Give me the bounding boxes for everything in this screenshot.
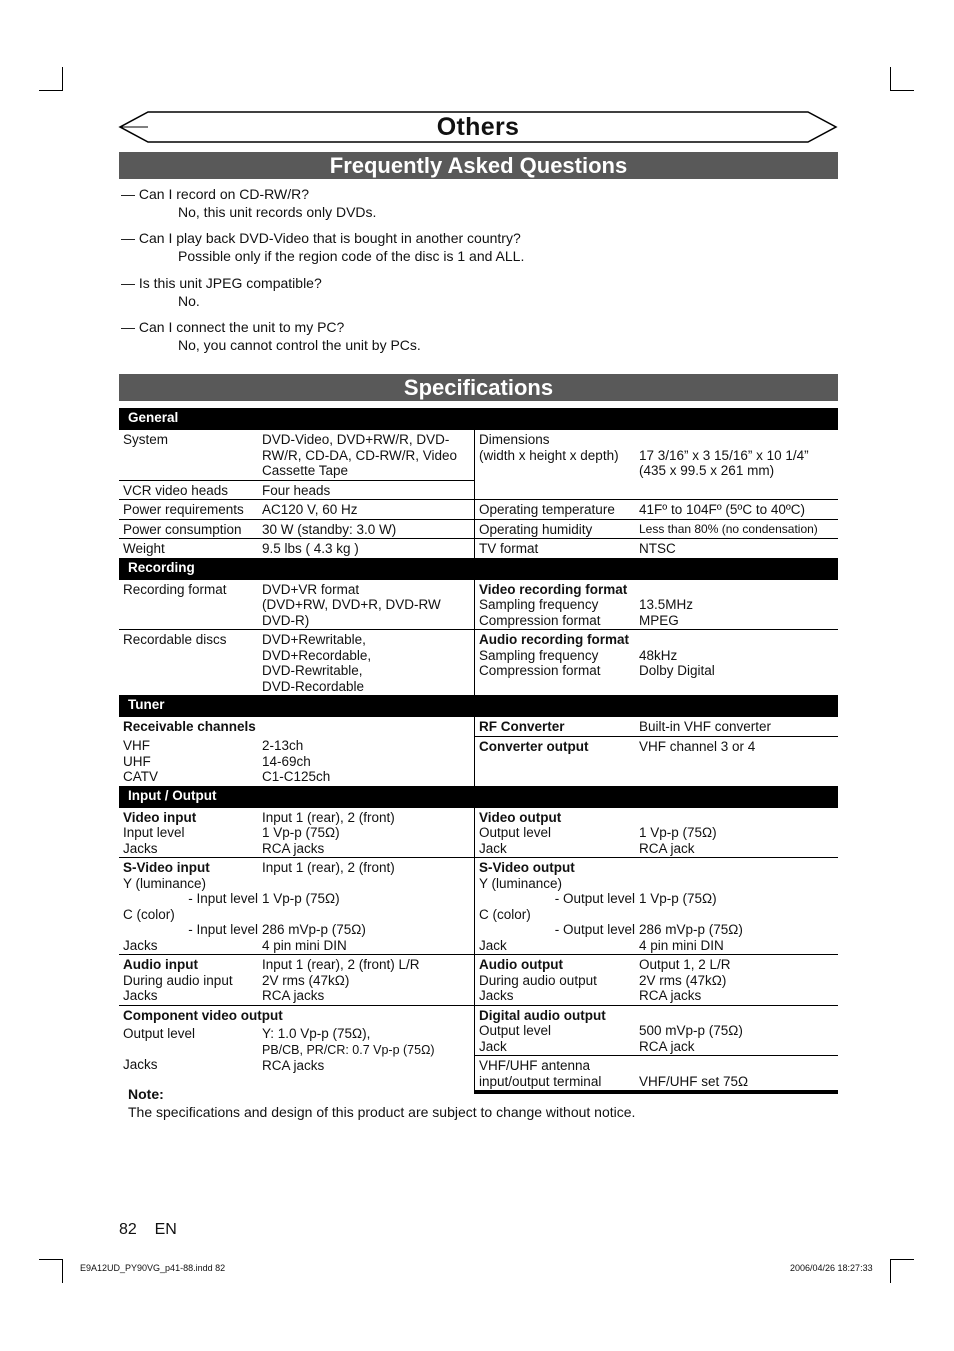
spec-row: Weight 9.5 lbs ( 4.3 kg ) TV format NTSC [119,539,838,558]
section-header-general: General [119,408,838,430]
faq-answer: No, you cannot control the unit by PCs. [178,337,421,353]
crop-mark [39,90,63,91]
chapter-title: Others [436,113,520,141]
section-header-input-output: Input / Output [119,786,838,808]
spec-row: Recording format DVD+VR format (DVD+RW, DVD+R, DVD-RW DVD-R) Video recording format Sampling frequency Compression format 13.5MHz MPEG [123,581,694,628]
specs-title: Specifications [119,374,838,401]
faq-item [121,185,376,221]
faq-answer: No. [178,293,200,309]
crop-mark [62,1259,63,1283]
specifications-table [119,408,838,1094]
faq-item [121,229,524,265]
crop-mark [890,67,891,91]
faq-answer: No, this unit records only DVDs. [178,204,377,220]
crop-mark [890,1259,891,1283]
spec-row: Audio input During audio input Jacks Input 1 (rear), 2 (front) L/R 2V rms (47kΩ) RCA jacks Audio output During audio output Jacks Output 1, 2 L/R 2V rms (47kΩ) RCA jacks [119,955,838,1006]
crop-mark [890,90,914,91]
faq-question: — Can I connect the unit to my PC? [121,319,345,335]
spec-row: Receivable channels RF Converter Built-in VHF converter [119,717,838,736]
faq-answer: Possible only if the region code of the disc is 1 and ALL. [178,248,525,264]
faq-question: — Can I record on CD-RW/R? [121,186,310,202]
note [128,1085,635,1121]
spec-row: Component video output Output level Jacks Y: 1.0 Vp-p (75Ω), PB/CB, PR/CR: 0.7 Vp-p (75Ω) RCA jacks Digital audio output Output level Jack 500 mVp-p (75Ω) RCA jack [119,1005,838,1056]
note-text: The specifications and design of this product are subject to change without notice. [128,1104,636,1120]
faq-title: Frequently Asked Questions [119,152,838,179]
spec-row: S-Video input Y (luminance) - Input level C (color) - Input level Jacks Input 1 (rear), 2 (front) 1 Vp-p (75Ω) 286 mVp-p (75Ω) 4 pin mini DIN S-Video output Y (luminance) - Output level C (color) - Output level Jack 1 Vp-p (75Ω) 286 mVp-p (75Ω) 4 pin mini DIN [119,858,838,955]
page-language: EN [154,1221,177,1238]
chapter-header [118,110,838,146]
section-header-tuner: Tuner [119,695,838,717]
spec-row: Power requirements AC120 V, 60 Hz Operating temperature 41Fº to 104Fº (5ºC to 40ºC) [119,500,838,520]
spec-row: System DVD-Video, DVD+RW/R, DVD-RW/R, CD-DA, CD-RW/R, Video Cassette Tape Dimensions (width x height x depth) 17 3/16” x 3 15/16” x 10 1/4” (435 x 99.5 x 261 mm) [123,432,809,478]
note-title: Note: [128,1086,164,1102]
footer-timestamp: 2006/04/26 18:27:33 [790,1263,873,1273]
spec-row: Recordable discs DVD+Rewritable, DVD+Recordable, DVD-Rewritable, DVD-Recordable Audio recording format Sampling frequency Compression format 48kHz Dolby Digital [119,630,838,696]
crop-mark [39,1259,63,1260]
spec-row: Video input Input level Jacks Input 1 (rear), 2 (front) 1 Vp-p (75Ω) RCA jacks Video output Output level Jack 1 Vp-p (75Ω) RCA jack [123,809,717,856]
faq-item [121,274,322,310]
faq-question: — Is this unit JPEG compatible? [121,275,322,291]
spec-row: VCR video heads Four heads [119,480,838,500]
faq-item [121,318,421,354]
footer-filename: E9A12UD_PY90VG_p41-88.indd 82 [80,1263,226,1273]
faq-question: — Can I play back DVD-Video that is bought in another country? [121,230,521,246]
page-number: 82 EN [119,1221,177,1238]
crop-mark [62,67,63,91]
spec-row: VHF/UHF antenna input/output terminal VHF/UHF set 75Ω [119,1056,838,1093]
section-header-recording: Recording [119,558,838,580]
spec-row: Power consumption 30 W (standby: 3.0 W) Operating humidity Less than 80% (no condensation) [119,519,838,539]
spec-row: VHF UHF CATV 2-13ch 14-69ch C1-C125ch Converter output VHF channel 3 or 4 [119,736,838,786]
crop-mark [890,1259,914,1260]
